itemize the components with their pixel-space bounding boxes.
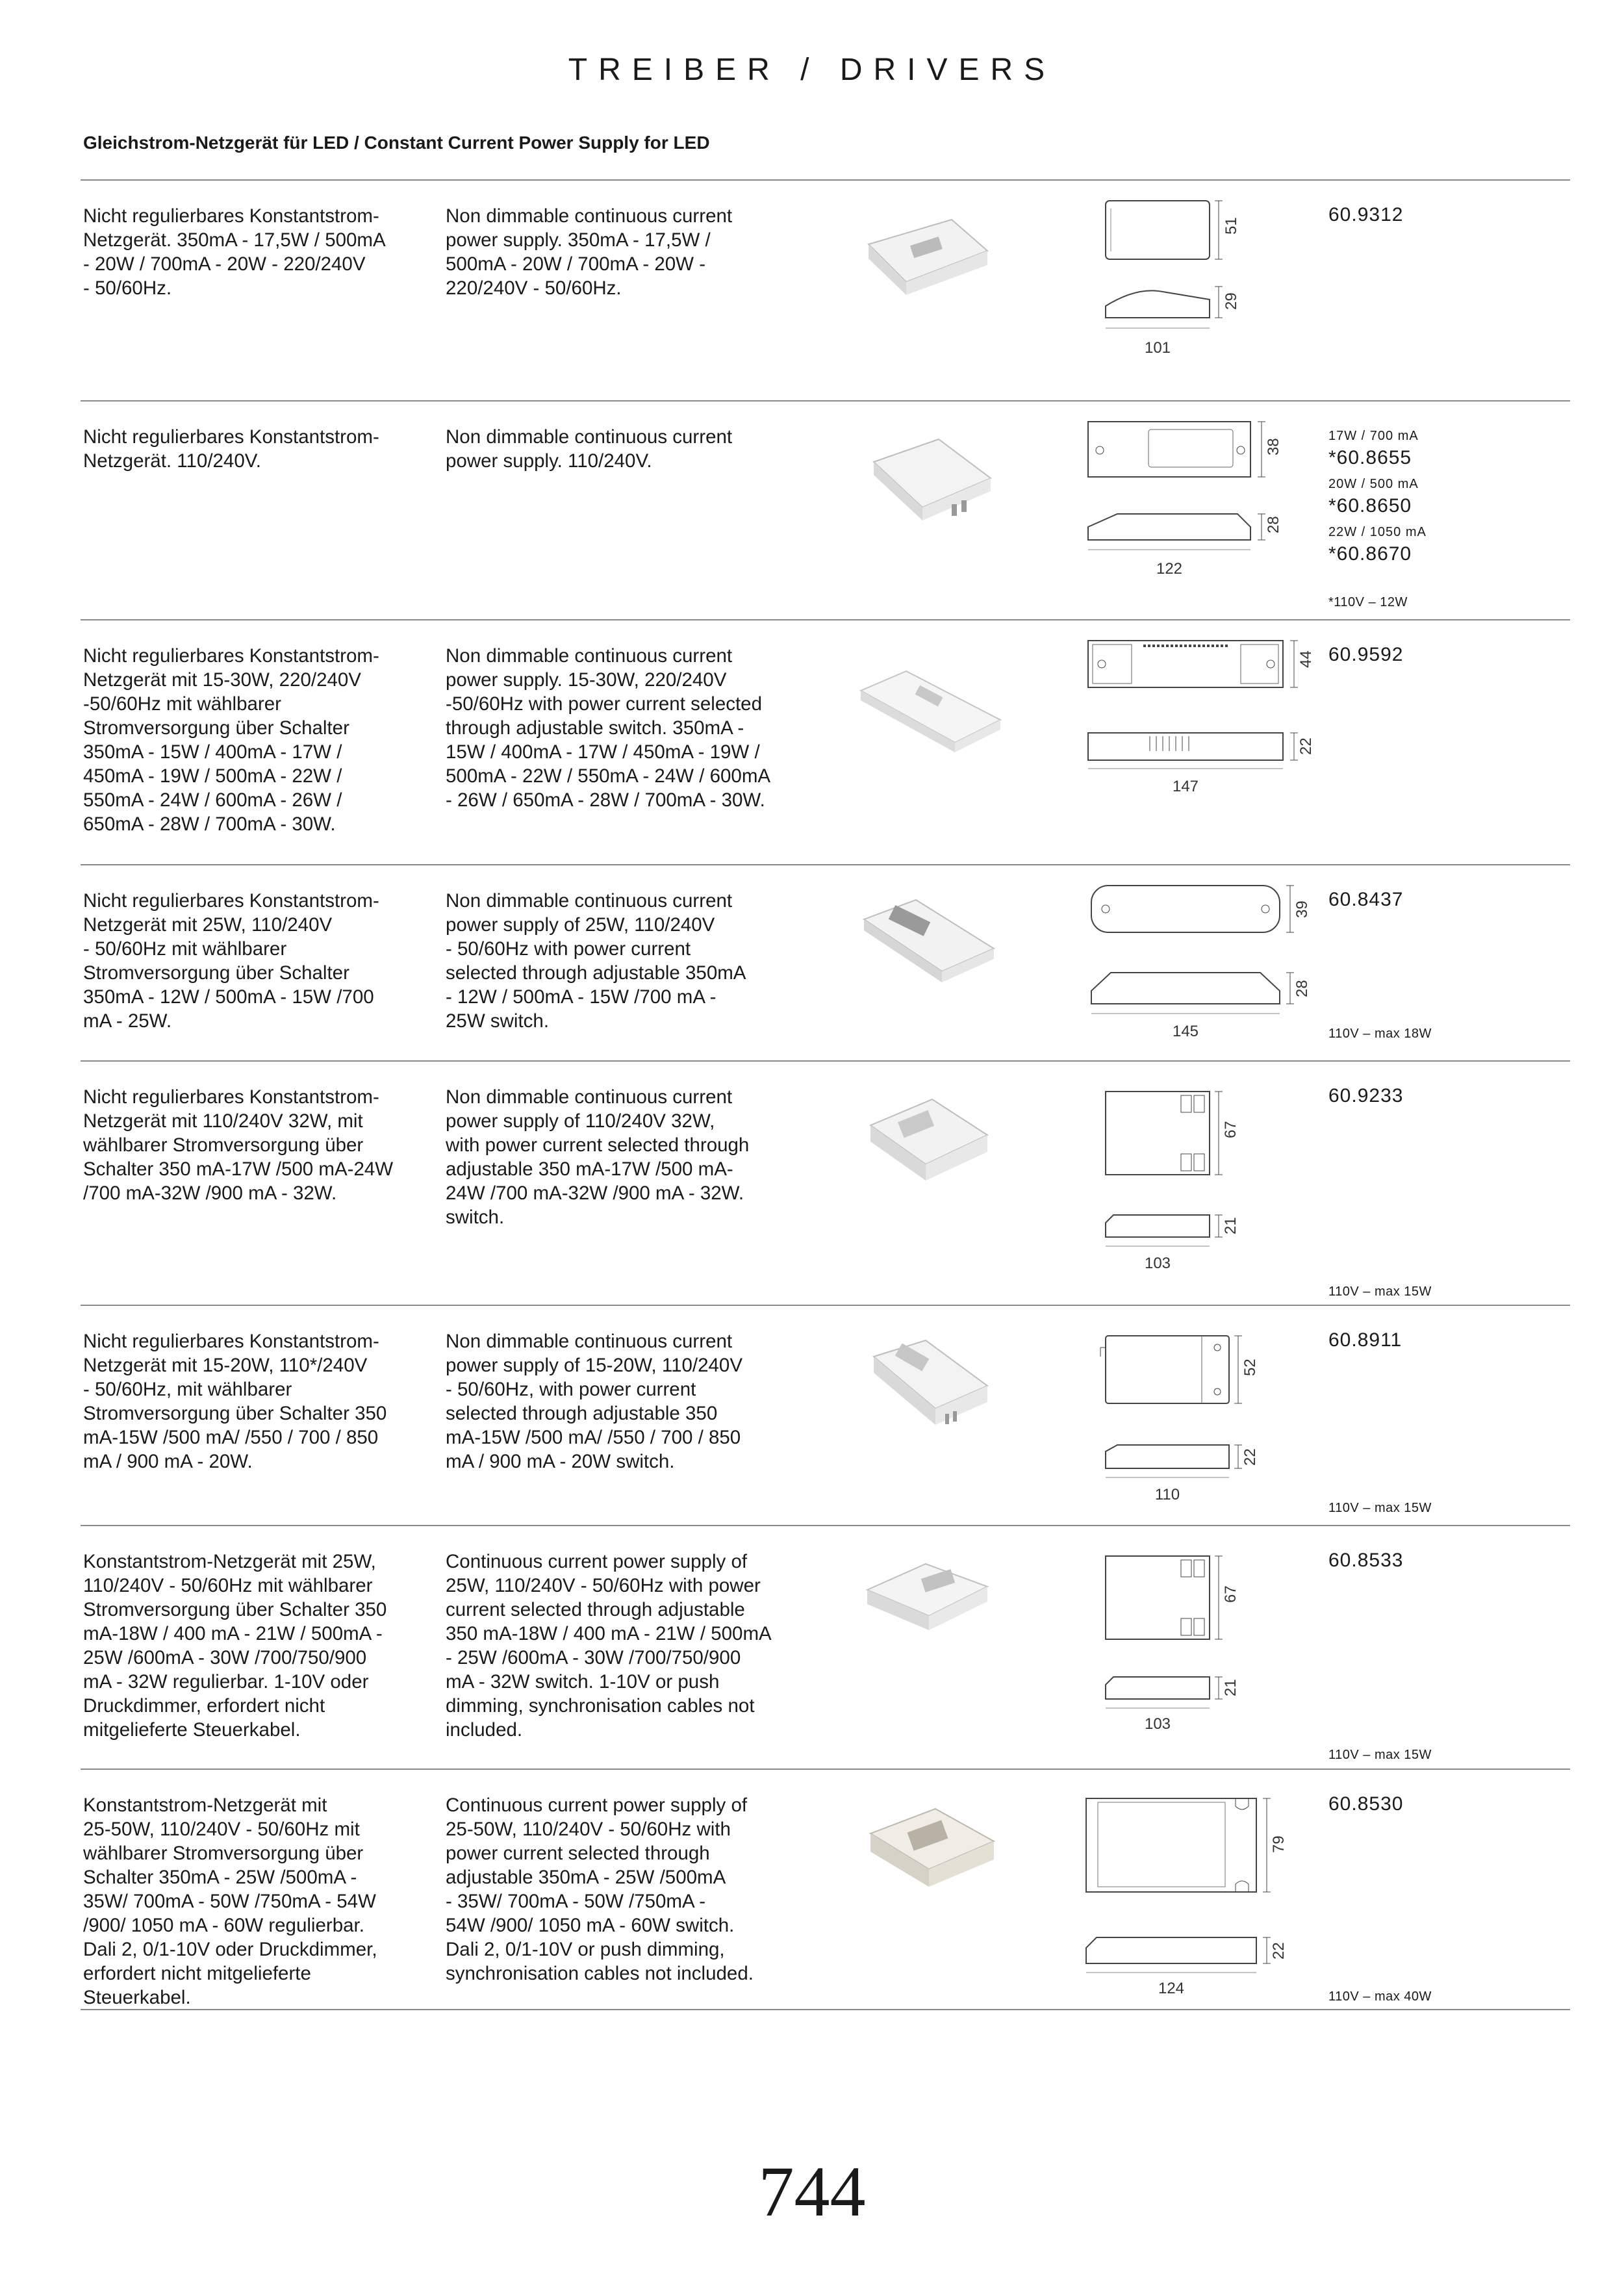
description-en: Continuous current power supply of 25-50W, 110/240V - 50/60Hz with power current selected through adjustable 350mA - 25W /500mA - 35W/ 700mA - 50W /750mA - 54W /900/ 1050 mA - 60W switch. Dali 2, 0/1-10V or push dimming, synchronisation cables not included. xyxy=(446,1795,754,1984)
description-en: Non dimmable continuous current power supply. 110/240V. xyxy=(446,426,733,472)
width-dimension: 103 xyxy=(1144,1715,1171,1733)
product-photo xyxy=(854,658,1004,765)
section-subtitle: Gleichstrom-Netzgerät für LED / Constant Current Power Supply for LED xyxy=(83,133,710,153)
article-number: 60.8911 xyxy=(1328,1329,1402,1351)
dimension-drawing xyxy=(1059,1331,1319,1539)
article-number: *60.8650 xyxy=(1328,495,1412,517)
product-photo xyxy=(854,1801,1004,1908)
article-number: *60.8670 xyxy=(1328,543,1412,565)
width-dimension: 145 xyxy=(1172,1023,1199,1040)
width-dimension: 124 xyxy=(1158,1980,1185,1997)
product-photo xyxy=(854,890,1004,997)
page-number: 744 xyxy=(758,2152,866,2231)
voltage-note: 110V – max 15W xyxy=(1328,1501,1432,1515)
description-en: Non dimmable continuous current power supply. 350mA - 17,5W / 500mA - 20W / 700mA - 20W - 220/240V - 50/60Hz. xyxy=(446,205,733,299)
product-photo xyxy=(854,426,1004,533)
description-en: Non dimmable continuous current power supply of 15-20W, 110/240V - 50/60Hz, with power current selected through adjustable 350 mA-15W /500 mA/ /550 / 700 / 850 mA / 900 mA - 20W switch. xyxy=(446,1331,742,1472)
dimension-drawing xyxy=(1059,1551,1319,1759)
variant-spec: 22W / 1050 mA xyxy=(1328,525,1427,539)
description-de: Nicht regulierbares Konstantstrom- Netzgerät mit 15-30W, 220/240V -50/60Hz mit wählbarer Stromversorgung über Schalter 350mA - 15W / 400mA - 17W / 450mA - 19W / 500mA - 22W / 550mA - 24W / 600mA - 26W / 650mA - 28W / 700mA - 30W. xyxy=(83,645,379,835)
description-en: Non dimmable continuous current power supply of 110/240V 32W, with power current selected through adjustable 350 mA-17W /500 mA- 24W /700 mA-32W /900 mA - 32W. switch. xyxy=(446,1086,750,1228)
depth-dimension: 29 xyxy=(1223,292,1240,310)
description-en: Non dimmable continuous current power supply. 15-30W, 220/240V -50/60Hz with power current selected through adjustable switch. 350mA - 15W / 400mA - 17W / 450mA - 19W / 500mA - 22W / 550mA - 24W / 600mA - 26W / 650mA - 28W / 700mA - 30W. xyxy=(446,645,771,811)
description-de: Nicht regulierbares Konstantstrom- Netzgerät. 350mA - 17,5W / 500mA - 20W / 700mA - 20W - 220/240V - 50/60Hz. xyxy=(83,205,386,299)
divider xyxy=(81,179,1570,181)
divider xyxy=(81,1060,1570,1062)
product-photo xyxy=(854,1331,1004,1438)
depth-dimension: 22 xyxy=(1241,1448,1259,1466)
dimension-drawing xyxy=(1059,880,1319,1088)
article-number: *60.8655 xyxy=(1328,447,1412,468)
height-dimension: 67 xyxy=(1222,1121,1239,1138)
height-dimension: 44 xyxy=(1297,650,1315,668)
width-dimension: 147 xyxy=(1172,778,1199,795)
height-dimension: 67 xyxy=(1222,1585,1239,1603)
divider xyxy=(81,1769,1570,1770)
variant-spec: 17W / 700 mA xyxy=(1328,429,1419,443)
height-dimension: 38 xyxy=(1265,438,1282,455)
dimension-drawing xyxy=(1059,1086,1319,1294)
product-photo xyxy=(854,205,1004,313)
height-dimension: 79 xyxy=(1270,1835,1288,1853)
description-de: Konstantstrom-Netzgerät mit 25W, 110/240V - 50/60Hz mit wählbarer Stromversorgung über Schalter 350 mA-18W / 400 mA - 21W / 500mA - 25W /600mA - 30W /700/750/900 mA - 32W regulierbar. 1-10V oder Druckdimmer, erfordert nicht mitgelieferte Steuerkabel. xyxy=(83,1551,387,1741)
divider xyxy=(81,619,1570,620)
product-photo xyxy=(854,1551,1004,1658)
width-dimension: 122 xyxy=(1156,560,1183,578)
voltage-note: 110V – max 40W xyxy=(1328,1989,1432,2004)
article-number: 60.8533 xyxy=(1328,1550,1404,1571)
width-dimension: 101 xyxy=(1144,339,1171,357)
depth-dimension: 28 xyxy=(1293,980,1311,997)
description-de: Nicht regulierbares Konstantstrom- Netzgerät mit 25W, 110/240V - 50/60Hz mit wählbarer Stromversorgung über Schalter 350mA - 12W / 500mA - 15W /700 mA - 25W. xyxy=(83,890,379,1032)
dimension-drawing xyxy=(1059,196,1319,403)
depth-dimension: 21 xyxy=(1222,1679,1239,1696)
article-number: 60.9233 xyxy=(1328,1085,1404,1106)
dimension-drawing xyxy=(1059,416,1319,624)
dimension-drawing xyxy=(1059,1793,1319,2001)
description-en: Continuous current power supply of 25W, 110/240V - 50/60Hz with power current selected through adjustable 350 mA-18W / 400 mA - 21W / 500mA - 25W /600mA - 30W /700/750/900 mA - 32W switch. 1-10V or push dimming, synchronisation cables not included. xyxy=(446,1551,772,1741)
divider xyxy=(81,400,1570,402)
divider xyxy=(81,2009,1570,2010)
height-dimension: 51 xyxy=(1223,217,1240,235)
divider xyxy=(81,1305,1570,1306)
article-number: 60.8530 xyxy=(1328,1793,1404,1815)
description-de: Konstantstrom-Netzgerät mit 25-50W, 110/240V - 50/60Hz mit wählbarer Stromversorgung über Schalter 350mA - 25W /500mA - 35W/ 700mA - 50W /750mA - 54W /900/ 1050 mA - 60W regulierbar. Dali 2, 0/1-10V oder Druckdimmer, erfordert nicht mitgelieferte Steuerkabel. xyxy=(83,1795,377,2008)
voltage-note: *110V – 12W xyxy=(1328,595,1408,609)
article-number: 60.9592 xyxy=(1328,644,1404,665)
depth-dimension: 28 xyxy=(1265,516,1282,533)
voltage-note: 110V – max 15W xyxy=(1328,1284,1432,1299)
divider xyxy=(81,864,1570,865)
width-dimension: 110 xyxy=(1154,1486,1180,1503)
voltage-note: 110V – max 15W xyxy=(1328,1748,1432,1762)
description-de: Nicht regulierbares Konstantstrom- Netzgerät. 110/240V. xyxy=(83,426,379,472)
article-number: 60.9312 xyxy=(1328,204,1404,225)
depth-dimension: 22 xyxy=(1297,737,1315,755)
product-photo xyxy=(854,1090,1004,1197)
depth-dimension: 22 xyxy=(1270,1942,1288,1960)
variant-spec: 20W / 500 mA xyxy=(1328,477,1419,491)
height-dimension: 39 xyxy=(1293,901,1311,918)
voltage-note: 110V – max 18W xyxy=(1328,1027,1432,1041)
dimension-drawing xyxy=(1059,635,1319,843)
width-dimension: 103 xyxy=(1144,1255,1171,1272)
description-en: Non dimmable continuous current power supply of 25W, 110/240V - 50/60Hz with power current selected through adjustable 350mA - 12W / 500mA - 15W /700 mA - 25W switch. xyxy=(446,890,746,1032)
page-title: TREIBER / DRIVERS xyxy=(568,53,1056,87)
height-dimension: 52 xyxy=(1241,1359,1259,1376)
description-de: Nicht regulierbares Konstantstrom- Netzgerät mit 15-20W, 110*/240V - 50/60Hz, mit wählbarer Stromversorgung über Schalter 350 mA-15W /500 mA/ /550 / 700 / 850 mA / 900 mA - 20W. xyxy=(83,1331,387,1472)
divider xyxy=(81,1525,1570,1526)
article-number: 60.8437 xyxy=(1328,889,1404,910)
description-de: Nicht regulierbares Konstantstrom- Netzgerät mit 110/240V 32W, mit wählbarer Stromversorgung über Schalter 350 mA-17W /500 mA-24W /700 mA-32W /900 mA - 32W. xyxy=(83,1086,394,1204)
depth-dimension: 21 xyxy=(1222,1217,1239,1234)
